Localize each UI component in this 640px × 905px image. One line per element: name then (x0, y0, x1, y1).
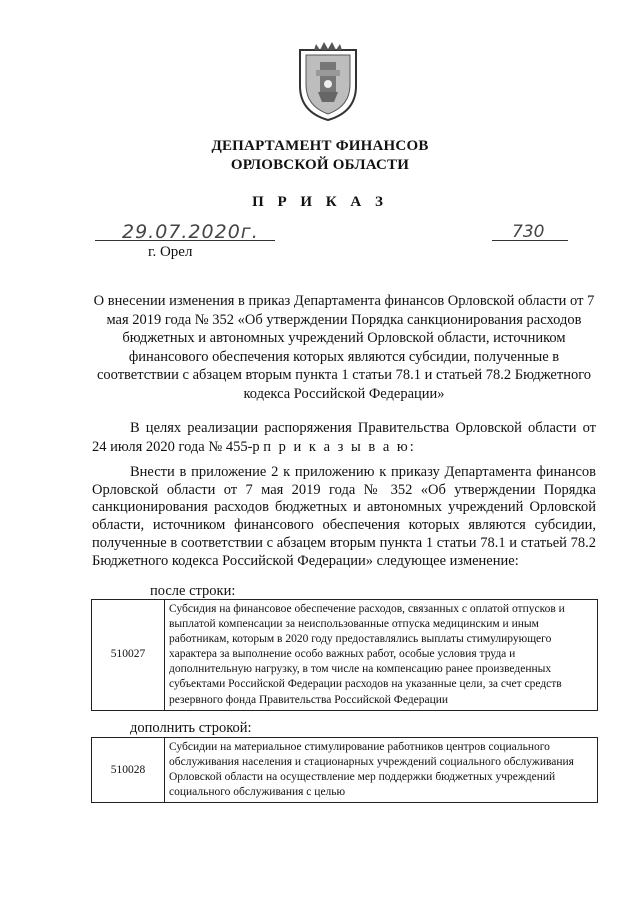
preamble-paragraph (92, 419, 596, 456)
after-row-label: после строки: (150, 583, 236, 599)
body-paragraph (92, 464, 596, 570)
preamble-text: В целях реализации распоряжения Правительства Орловской области от 24 июля 2020 года № 455-р (92, 420, 596, 455)
table-row (92, 738, 598, 803)
order-date: 29.07.2020г. (122, 221, 259, 243)
department-name (0, 137, 640, 175)
budget-row-table-2 (91, 737, 598, 803)
department-line1: ДЕПАРТАМЕНТ ФИНАНСОВ (211, 138, 429, 154)
budget-row-table-1 (91, 599, 598, 711)
order-title: П Р И К А З (252, 194, 388, 210)
date-underline (95, 240, 275, 241)
number-underline (492, 240, 568, 241)
row-code: 510028 (92, 738, 165, 803)
order-subject: О внесении изменения в приказ Департамента финансов Орловской области от 7 мая 2019 года № 352 «Об утверждении Порядка санкционирования расходов бюджетных и автономных учреждений Орловской области, источником финансового обеспечения которых являются субсидии, полученные в соответствии с абзацем вторым пункта 1 статьи 78.1 и статьей 78.2 Бюджетного кодекса Российской Федерации» (93, 293, 595, 402)
order-word: п р и к а з ы в а ю: (263, 438, 416, 455)
body-text: Внести в приложение 2 к приложению к приказу Департамента финансов Орловской области от 7 мая 2019 года № 352 «Об утверждении Порядка санкционирования расходов бюджетных и автономных учреждений Орловской области, источником финансового обеспечения которых являются субсидии, полученные в соответствии с абзацем вторым пункта 1 статьи 78.1 и статьей 78.2 Бюджетного кодекса Российской Федерации» следующее изменение: (92, 464, 596, 569)
city-label: г. Орел (148, 244, 193, 260)
row-description: Субсидии на материальное стимулирование работников центров социального обслуживания населения и стационарных учреждений социального обслуживания Орловской области на осуществление мер поддержки бюджетных учреждений социального обслуживания с целью (165, 738, 598, 803)
add-row-label: дополнить строкой: (130, 720, 252, 736)
order-number: 730 (512, 222, 545, 242)
row-description: Субсидия на финансовое обеспечение расходов, связанных с оплатой отпусков и выплатой компенсации за неиспользованные отпуска медицинским и иным работникам, которым в 2020 году предоставлялись выплаты стимулирующего характера за выполнение особо важных работ, особые условия труда и дополнительную нагрузку, в том числе на компенсацию ранее произведенных субъектами Российской Федерации расходов на указанные цели, за счет средств резервного фонда Правительства Российской Федерации (165, 600, 598, 711)
department-line2: ОРЛОВСКОЙ ОБЛАСТИ (230, 157, 410, 173)
row-code: 510027 (92, 600, 165, 711)
table-row (92, 600, 598, 711)
coat-of-arms-emblem (296, 40, 360, 122)
